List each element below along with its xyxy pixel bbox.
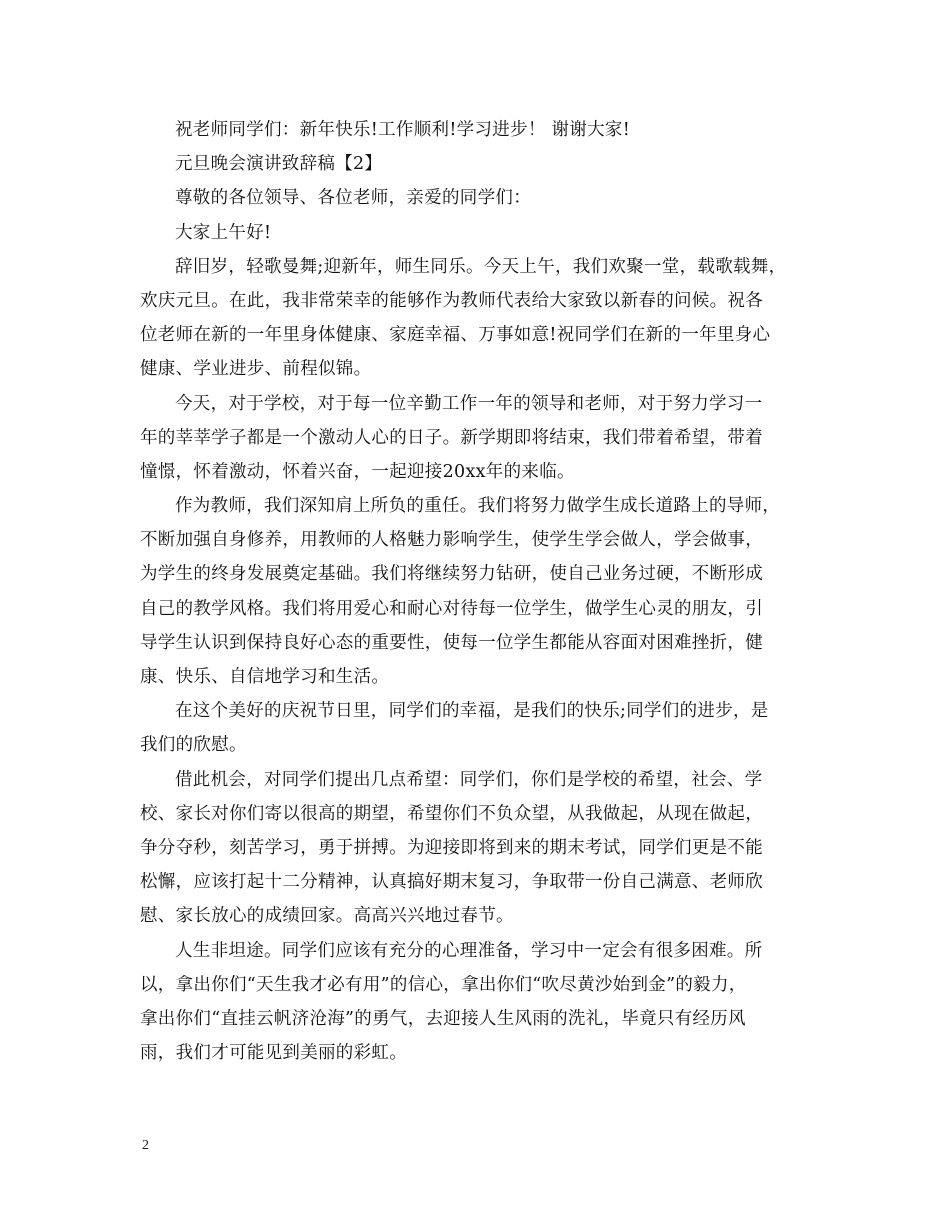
document-body [140,113,830,1070]
text-line: 位老师在新的一年里身体健康、家庭幸福、万事如意!祝同学们在新的一年里身心 [140,325,771,346]
text-line: 慰、家长放心的成绩回家。高高兴兴地过春节。 [140,906,514,927]
section-heading: 元旦晚会演讲致辞稿【2】 [175,154,383,175]
text-line: 辞旧岁，轻歌曼舞;迎新年，师生同乐。今天上午，我们欢聚一堂，载歌载舞， [175,256,787,277]
text-line: 年的莘莘学子都是一个激动人心的日子。新学期即将结束，我们带着希望，带着 [140,427,763,448]
text-line: 在这个美好的庆祝节日里，同学们的幸福，是我们的快乐;同学们的进步，是 [175,701,769,722]
text-line: 尊敬的各位领导、各位老师，亲爱的同学们： [175,188,531,209]
text-line: 松懈，应该打起十二分精神，认真搞好期末复习，争取带一份自己满意、老师欣 [140,872,763,893]
text-line: 欢庆元旦。在此，我非常荣幸的能够作为教师代表给大家致以新春的问候。祝各 [140,290,763,311]
text-line: 憧憬，怀着激动，怀着兴奋，一起迎接20xx年的来临。 [140,461,575,482]
text-line: 健康、学业进步、前程似锦。 [140,359,372,380]
text-line: 不断加强自身修养，用教师的人格魅力影响学生，使学生学会做人，学会做事， [140,530,763,551]
text-line: 导学生认识到保持良好心态的重要性，使每一位学生都能从容面对困难挫折，健 [140,632,763,653]
text-line: 以，拿出你们“天生我才必有用”的信心，拿出你们“吹尽黄沙始到金”的毅力， [140,974,747,995]
text-line: 我们的欣慰。 [140,735,247,756]
text-line: 人生非坦途。同学们应该有充分的心理准备，学习中一定会有很多困难。所 [175,940,763,961]
text-line: 校、家长对你们寄以很高的期望，希望你们不负众望，从我做起，从现在做起， [140,803,763,824]
text-line: 为学生的终身发展奠定基础。我们将继续努力钻研，使自己业务过硬，不断形成 [140,564,763,585]
page-number: 2 [142,1138,149,1153]
text-line: 争分夺秒，刻苦学习，勇于拼搏。为迎接即将到来的期末考试，同学们更是不能 [140,837,763,858]
text-line: 今天，对于学校，对于每一位辛勤工作一年的领导和老师，对于努力学习一 [175,393,763,414]
text-line: 自己的教学风格。我们将用爱心和耐心对待每一位学生，做学生心灵的朋友，引 [140,598,763,619]
text-line: 大家上午好! [175,222,272,243]
text-line: 康、快乐、自信地学习和生活。 [140,667,390,687]
text-line: 祝老师同学们：新年快乐!工作顺利!学习进步！ 谢谢大家! [175,120,631,140]
text-line: 雨，我们才可能见到美丽的彩虹。 [140,1043,407,1064]
text-line: 借此机会，对同学们提出几点希望：同学们，你们是学校的希望，社会、学 [175,769,763,790]
text-line: 作为教师，我们深知肩上所负的重任。我们将努力做学生成长道路上的导师， [175,496,781,517]
text-line: 拿出你们“直挂云帆济沧海”的勇气，去迎接人生风雨的洗礼，毕竟只有经历风 [140,1008,746,1029]
